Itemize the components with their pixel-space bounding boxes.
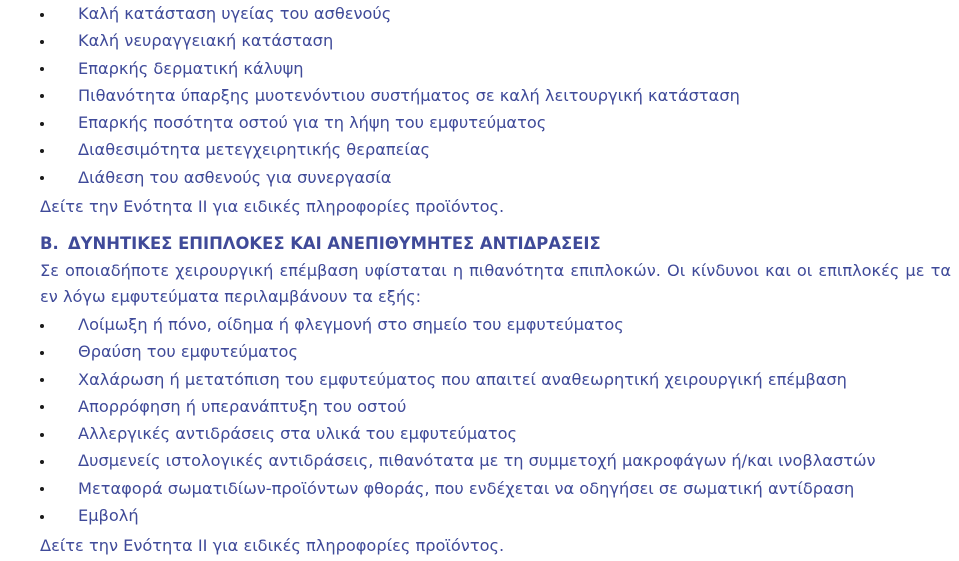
section-title: ΔΥΝΗΤΙΚΕΣ ΕΠΙΠΛΟΚΕΣ ΚΑΙ ΑΝΕΠΙΘΥΜΗΤΕΣ ΑΝΤΙΔΡΑΣΕΙΣ (68, 234, 601, 253)
section-paragraph: Σε οποιαδήποτε χειρουργική επέμβαση υφίσταται η πιθανότητα επιπλοκών. Οι κίνδυνοι και οι επιπλοκές με τα εν λόγω εμφυτεύματα περιλαμβάνουν τα εξής: (40, 261, 951, 306)
list-item: Πιθανότητα ύπαρξης μυοτενόντιου συστήματος σε καλή λειτουργική κατάσταση (0, 82, 740, 109)
list-item: Διάθεση του ασθενούς για συνεργασία (0, 164, 740, 191)
section-letter: B. (40, 234, 59, 253)
section-reference-note: Δείτε την Ενότητα II για ειδικές πληροφορίες προϊόντος. (40, 197, 505, 216)
section-heading (40, 230, 601, 257)
list-item: Καλή κατάσταση υγείας του ασθενούς (0, 0, 740, 27)
section-reference-note: Δείτε την Ενότητα II για ειδικές πληροφορίες προϊόντος. (40, 536, 505, 555)
list-item: Λοίμωξη ή πόνο, οίδημα ή φλεγμονή στο σημείο του εμφυτεύματος (0, 311, 876, 338)
list-item: Μεταφορά σωματιδίων-προϊόντων φθοράς, που ενδέχεται να οδηγήσει σε σωματική αντίδραση (0, 475, 876, 502)
list-item: Επαρκής δερματική κάλυψη (0, 55, 740, 82)
list-item: Απορρόφηση ή υπερανάπτυξη του οστού (0, 393, 876, 420)
list-item: Δυσμενείς ιστολογικές αντιδράσεις, πιθανότατα με τη συμμετοχή μακροφάγων ή/και ινοβλαστών (0, 447, 876, 474)
list-item: Επαρκής ποσότητα οστού για τη λήψη του εμφυτεύματος (0, 109, 740, 136)
list-item: Θραύση του εμφυτεύματος (0, 338, 876, 365)
list-item: Εμβολή (0, 502, 876, 529)
list-item: Αλλεργικές αντιδράσεις στα υλικά του εμφυτεύματος (0, 420, 876, 447)
list-item: Χαλάρωση ή μετατόπιση του εμφυτεύματος που απαιτεί αναθεωρητική χειρουργική επέμβαση (0, 366, 876, 393)
list-item: Διαθεσιμότητα μετεγχειρητικής θεραπείας (0, 136, 740, 163)
patient-requirements-list (0, 0, 740, 191)
list-item: Καλή νευραγγειακή κατάσταση (0, 27, 740, 54)
complications-list (0, 311, 876, 529)
